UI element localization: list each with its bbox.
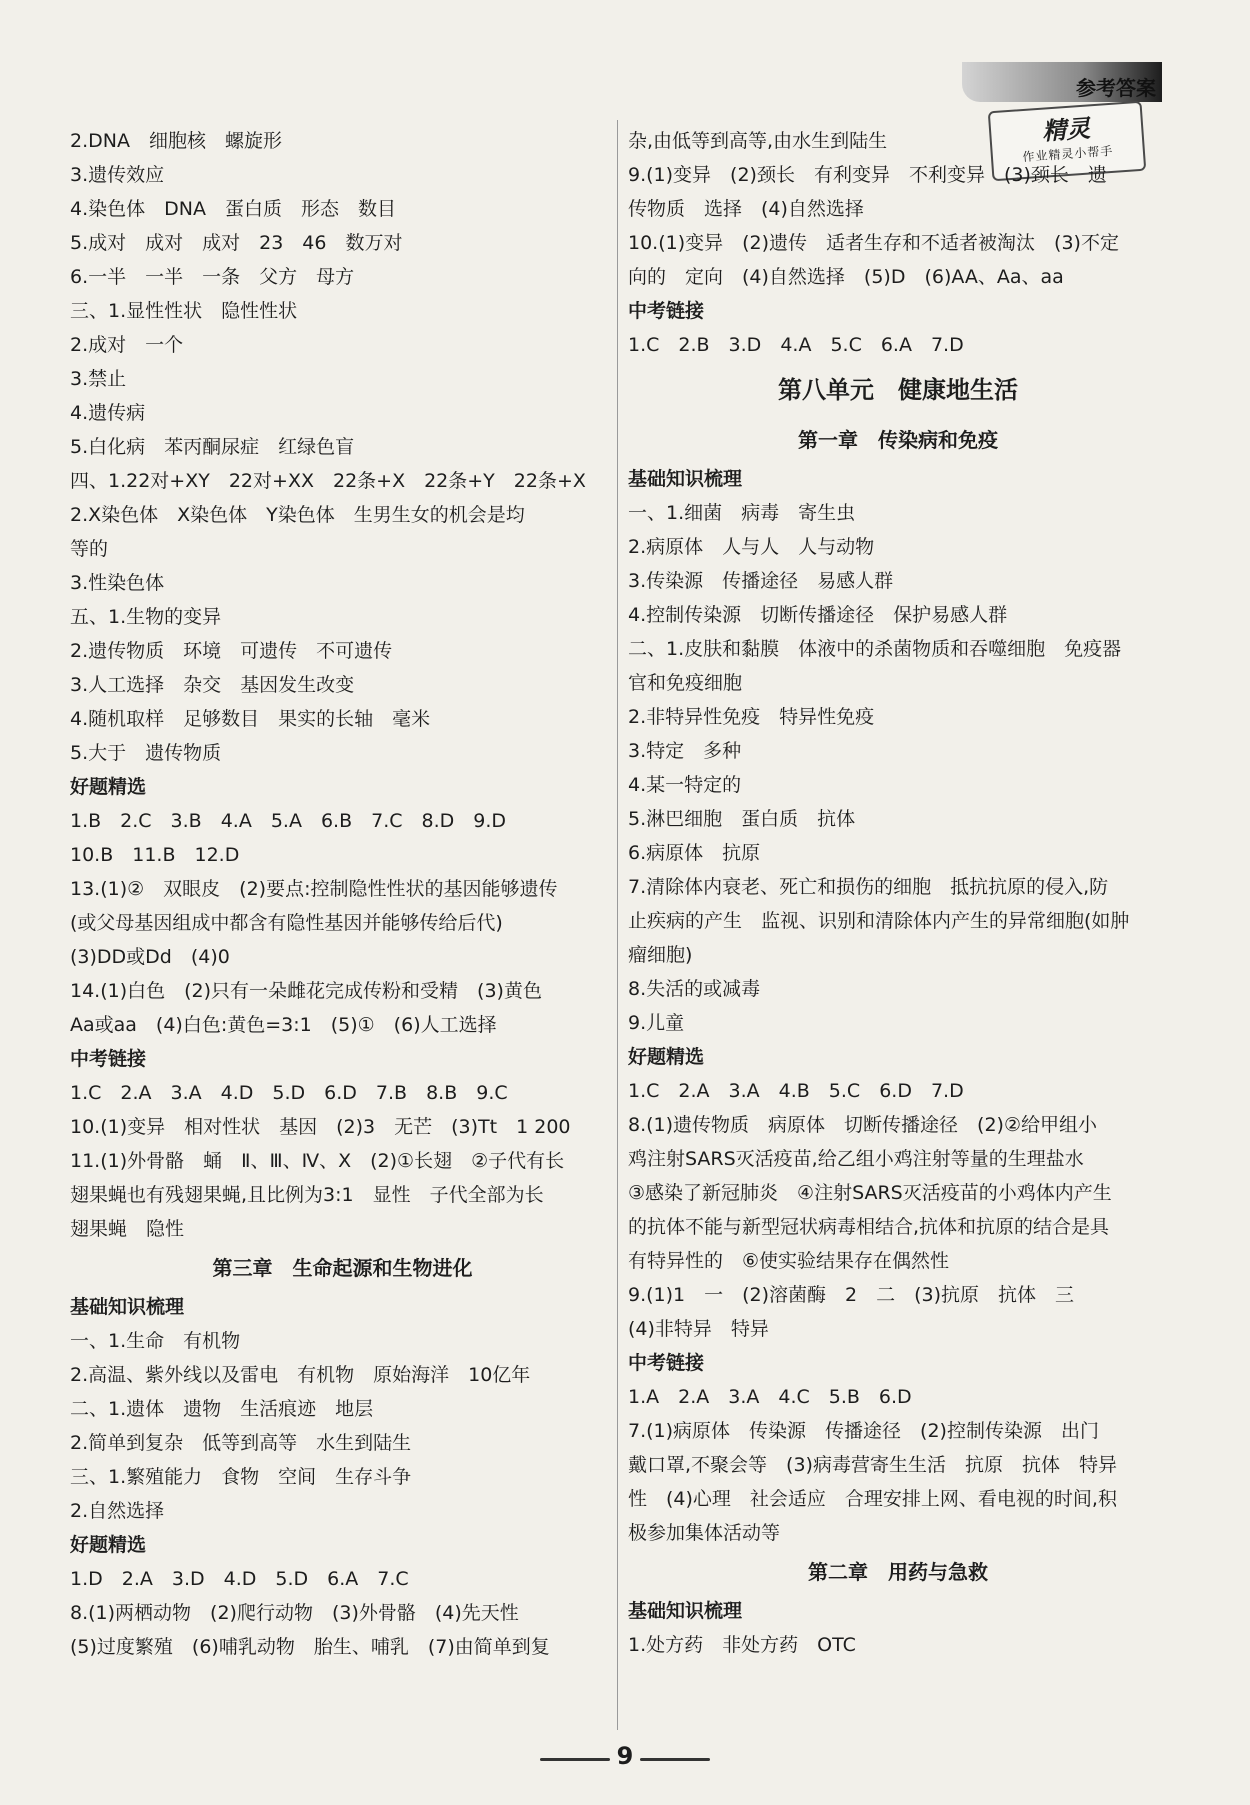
answer-line: Aa或aa (4)白色:黄色=3:1 (5)① (6)人工选择 bbox=[70, 1014, 497, 1036]
answer-line: 3.性染色体 bbox=[70, 572, 165, 594]
answer-line: 五、1.生物的变异 bbox=[70, 606, 222, 628]
answer-line: 1.处方药 非处方药 OTC bbox=[628, 1634, 856, 1656]
answer-line: 10.B 11.B 12.D bbox=[70, 844, 240, 866]
answer-line: 4.染色体 DNA 蛋白质 形态 数目 bbox=[70, 198, 396, 220]
answer-line: 2.病原体 人与人 人与动物 bbox=[628, 536, 875, 558]
answer-line: 三、1.繁殖能力 食物 空间 生存斗争 bbox=[70, 1466, 412, 1488]
answer-line: 10.(1)变异 相对性状 基因 (2)3 无芒 (3)Tt 1 200 bbox=[70, 1116, 571, 1138]
answer-line: 等的 bbox=[70, 538, 109, 560]
section-heading: 基础知识梳理 bbox=[628, 1600, 743, 1622]
answer-line: 2.DNA 细胞核 螺旋形 bbox=[70, 130, 282, 152]
answer-line: 9.儿童 bbox=[628, 1012, 685, 1034]
section-heading: 好题精选 bbox=[70, 776, 147, 798]
answer-line: 2.简单到复杂 低等到高等 水生到陆生 bbox=[70, 1432, 412, 1454]
answer-line: 3.传染源 传播途径 易感人群 bbox=[628, 570, 894, 592]
section-heading: 中考链接 bbox=[628, 300, 705, 322]
answer-line: 7.清除体内衰老、死亡和损伤的细胞 抵抗抗原的侵入,防 bbox=[628, 876, 1109, 898]
right-answer-column bbox=[628, 124, 1168, 1662]
answer-line: 11.(1)外骨骼 蛹 Ⅱ、Ⅲ、Ⅳ、X (2)①长翅 ②子代有长 bbox=[70, 1150, 565, 1172]
chapter-title: 第一章 传染病和免疫 bbox=[798, 428, 998, 452]
answer-line: 7.(1)病原体 传染源 传播途径 (2)控制传染源 出门 bbox=[628, 1420, 1099, 1442]
section-heading: 基础知识梳理 bbox=[628, 468, 743, 490]
answer-line: 1.B 2.C 3.B 4.A 5.A 6.B 7.C 8.D 9.D bbox=[70, 810, 507, 832]
stamp-title: 精灵 bbox=[1041, 114, 1092, 146]
answer-line: (5)过度繁殖 (6)哺乳动物 胎生、哺乳 (7)由简单到复 bbox=[70, 1636, 550, 1658]
answer-line: 鸡注射SARS灭活疫苗,给乙组小鸡注射等量的生理盐水 bbox=[628, 1148, 1084, 1170]
answer-line: (3)DD或Dd (4)0 bbox=[70, 946, 230, 968]
section-heading: 好题精选 bbox=[628, 1046, 705, 1068]
unit-title: 第八单元 健康地生活 bbox=[778, 376, 1018, 404]
answer-line: 9.(1)1 一 (2)溶菌酶 2 二 (3)抗原 抗体 三 bbox=[628, 1284, 1075, 1306]
answer-line: 三、1.显性性状 隐性性状 bbox=[70, 300, 298, 322]
answer-line: 13.(1)② 双眼皮 (2)要点:控制隐性性状的基因能够遗传 bbox=[70, 878, 558, 900]
answer-line: 极参加集体活动等 bbox=[628, 1522, 781, 1544]
answer-line: 4.遗传病 bbox=[70, 402, 146, 424]
answer-line: 向的 定向 (4)自然选择 (5)D (6)AA、Aa、aa bbox=[628, 266, 1064, 288]
answer-line: 5.白化病 苯丙酮尿症 红绿色盲 bbox=[70, 436, 355, 458]
answer-line: 3.特定 多种 bbox=[628, 740, 742, 762]
answer-line: 4.某一特定的 bbox=[628, 774, 742, 796]
answer-line: 8.(1)两栖动物 (2)爬行动物 (3)外骨骼 (4)先天性 bbox=[70, 1602, 519, 1624]
answer-line: 9.(1)变异 (2)颈长 有利变异 不利变异 (3)颈长 遗 bbox=[628, 164, 1107, 186]
answer-line: 14.(1)白色 (2)只有一朵雌花完成传粉和受精 (3)黄色 bbox=[70, 980, 542, 1002]
answer-header-label: 参考答案 bbox=[1076, 76, 1156, 100]
section-heading: 中考链接 bbox=[70, 1048, 147, 1070]
section-heading: 中考链接 bbox=[628, 1352, 705, 1374]
answer-line: 四、1.22对+XY 22对+XX 22条+X 22条+Y 22条+X bbox=[70, 470, 586, 492]
answer-line: 4.随机取样 足够数目 果实的长轴 毫米 bbox=[70, 708, 431, 730]
answer-line: 二、1.皮肤和黏膜 体液中的杀菌物质和吞噬细胞 免疫器 bbox=[628, 638, 1122, 660]
answer-line: (或父母基因组成中都含有隐性基因并能够传给后代) bbox=[70, 912, 503, 934]
column-divider bbox=[617, 120, 618, 1730]
answer-line: 1.D 2.A 3.D 4.D 5.D 6.A 7.C bbox=[70, 1568, 409, 1590]
left-answer-column bbox=[70, 124, 615, 1664]
answer-line: 有特异性的 ⑥使实验结果存在偶然性 bbox=[628, 1250, 950, 1272]
answer-line: 一、1.生命 有机物 bbox=[70, 1330, 241, 1352]
answer-line: 10.(1)变异 (2)遗传 适者生存和不适者被淘汰 (3)不定 bbox=[628, 232, 1119, 254]
section-heading: 基础知识梳理 bbox=[70, 1296, 185, 1318]
answer-line: 的抗体不能与新型冠状病毒相结合,抗体和抗原的结合是具 bbox=[628, 1216, 1110, 1238]
answer-line: 2.遗传物质 环境 可遗传 不可遗传 bbox=[70, 640, 393, 662]
answer-line: 杂,由低等到高等,由水生到陆生 bbox=[628, 130, 888, 152]
answer-line: 止疾病的产生 监视、识别和清除体内产生的异常细胞(如肿 bbox=[628, 910, 1130, 932]
stamp-subtitle: 作业精灵小帮手 bbox=[1022, 143, 1114, 165]
answer-line: 5.大于 遗传物质 bbox=[70, 742, 222, 764]
answer-line: 5.成对 成对 成对 23 46 数万对 bbox=[70, 232, 403, 254]
answer-line: (4)非特异 特异 bbox=[628, 1318, 769, 1340]
answer-line: 1.C 2.A 3.A 4.D 5.D 6.D 7.B 8.B 9.C bbox=[70, 1082, 508, 1104]
answer-line: 一、1.细菌 病毒 寄生虫 bbox=[628, 502, 856, 524]
answer-line: 6.一半 一半 一条 父方 母方 bbox=[70, 266, 355, 288]
section-heading: 好题精选 bbox=[70, 1534, 147, 1556]
answer-line: 8.失活的或减毒 bbox=[628, 978, 761, 1000]
page-number: 9 bbox=[616, 1742, 634, 1770]
chapter-title: 第二章 用药与急救 bbox=[808, 1560, 988, 1584]
answer-line: 翅果蝇 隐性 bbox=[70, 1218, 185, 1240]
answer-line: 2.成对 一个 bbox=[70, 334, 184, 356]
answer-line: 2.自然选择 bbox=[70, 1500, 165, 1522]
answer-line: 2.X染色体 X染色体 Y染色体 生男生女的机会是均 bbox=[70, 504, 525, 526]
answer-line: 戴口罩,不聚会等 (3)病毒营寄生生活 抗原 抗体 特异 bbox=[628, 1454, 1117, 1476]
answer-line: 1.C 2.B 3.D 4.A 5.C 6.A 7.D bbox=[628, 334, 964, 356]
answer-line: 4.控制传染源 切断传播途径 保护易感人群 bbox=[628, 604, 1008, 626]
answer-line: 3.遗传效应 bbox=[70, 164, 165, 186]
answer-line: 5.淋巴细胞 蛋白质 抗体 bbox=[628, 808, 856, 830]
answer-line: ③感染了新冠肺炎 ④注射SARS灭活疫苗的小鸡体内产生 bbox=[628, 1182, 1112, 1204]
answer-line: 8.(1)遗传物质 病原体 切断传播途径 (2)②给甲组小 bbox=[628, 1114, 1097, 1136]
answer-line: 6.病原体 抗原 bbox=[628, 842, 761, 864]
answer-line: 官和免疫细胞 bbox=[628, 672, 743, 694]
answer-line: 2.高温、紫外线以及雷电 有机物 原始海洋 10亿年 bbox=[70, 1364, 531, 1386]
answer-line: 性 (4)心理 社会适应 合理安排上网、看电视的时间,积 bbox=[628, 1488, 1117, 1510]
chapter-title: 第三章 生命起源和生物进化 bbox=[212, 1256, 473, 1280]
footer-right-ornament bbox=[640, 1758, 710, 1761]
answer-line: 1.A 2.A 3.A 4.C 5.B 6.D bbox=[628, 1386, 912, 1408]
answer-line: 3.人工选择 杂交 基因发生改变 bbox=[70, 674, 355, 696]
answer-line: 二、1.遗体 遗物 生活痕迹 地层 bbox=[70, 1398, 374, 1420]
answer-line: 1.C 2.A 3.A 4.B 5.C 6.D 7.D bbox=[628, 1080, 964, 1102]
answer-line: 3.禁止 bbox=[70, 368, 127, 390]
answer-line: 瘤细胞) bbox=[628, 944, 693, 966]
answer-line: 传物质 选择 (4)自然选择 bbox=[628, 198, 864, 220]
answer-line: 翅果蝇也有残翅果蝇,且比例为3:1 显性 子代全部为长 bbox=[70, 1184, 544, 1206]
answer-line: 2.非特异性免疫 特异性免疫 bbox=[628, 706, 875, 728]
